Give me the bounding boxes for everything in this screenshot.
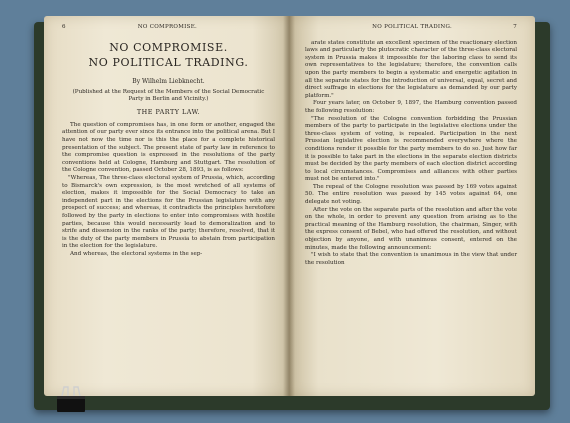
right-running-header [305,24,517,32]
left-paragraph-1: The question of compromises has, in one form or another, engaged the attention of our party ever since its entrance into the political arena. But I have not now the time nor is this the place for a complete historical presentation of the subject. The present state of party law in reference to the compromise question is expressed in the resolutions of the party conventions held at Cologne, Hamburg and Stuttgart. The resolution of the Cologne convention, passed October 28, 1893, is as follows: [62,121,275,174]
left-page [44,16,289,396]
right-paragraph-4: The repeal of the Cologne resolution was passed by 169 votes against 50. The entire resolution was passed by 145 votes against 64, one delegate not voting. [305,183,517,206]
left-page-number: 6 [62,24,66,30]
chapter-title [62,40,275,70]
publication-note: (Published at the Request of the Members of the Social Democratic Party in Berlin and Vicinity.) [72,89,265,103]
left-paragraph-3: And whereas, the electoral systems in the sep- [70,250,203,257]
right-paragraph-3: "The resolution of the Cologne convention forbidding the Prussian members of the party to participate in the legislative elections under the three-class system of voting, is repealed. Participation in the next Prussian legislative election is recommended everywhere where the conditions render it possible for the party members to do so. Just how far it is possible to take part in the elections in the separate election districts must be decided by the party members of each election district according to local circumstances. Compromises and alliances with other parties must not be entered into." [305,115,517,183]
title-line-1: NO COMPROMISE. [109,40,228,54]
right-running-head: NO POLITICAL TRADING. [372,24,453,30]
left-running-head: NO COMPROMISE. [137,24,198,30]
right-page-number: 7 [513,24,517,30]
section-heading: THE PARTY LAW. [136,108,201,117]
right-page [289,16,535,396]
right-paragraph-2: Four years later, on October 9, 1897, the Hamburg convention passed the following resolution: [305,100,517,114]
right-paragraph-1: arate states constitute an excellent specimen of the reactionary election laws and particularly the plutocratic character of the three-class electoral system in Prussia makes it impossible for the laboring class to send its own representatives to the legislature; therefore, the convention calls upon the party members to begin a systematic and energetic agitation in all the separate states for the introduction of universal, equal, secret and direct suffrage in elections for the legislature as demanded by our party platform." [305,39,517,99]
right-paragraph-6: "I wish to state that the convention is unanimous in the view that under the resolution [305,252,517,266]
left-paragraph-2: "Whereas, The three-class electoral system of Prussia, which, according to Bismarck's own expression, is the most wretched of all systems of election, makes it impossible for the Social Democracy to take an independent part in the elections for the Prussian legislature with any prospect of success; and whereas, it contradicts the principles heretofore followed by the party in elections to enter into compromises with hostile parties, because this would necessarily lead to demoralization and to strife and dissension in the ranks of the party; therefore, resolved, that it is the duty of the party members in Prussia to abstain from participation in the election for the legislature. [62,174,275,250]
right-paragraph-5: After the vote on the separate parts of the resolution and after the vote on the whole, in order to prevent any question from arising as to the practical meaning of the Hamburg resolution, the chairman, Singer, with the express consent of Bebel, who had offered the resolution, and without objection by anyone, and with unanimous consent, entered on the minutes, made the following announcement: [305,206,517,251]
binder-clip-icon [54,386,88,414]
title-line-2: NO POLITICAL TRADING. [88,55,249,69]
book-gutter [283,16,295,396]
left-running-header [62,24,275,32]
author-byline: By Wilhelm Liebknecht. [132,77,205,85]
